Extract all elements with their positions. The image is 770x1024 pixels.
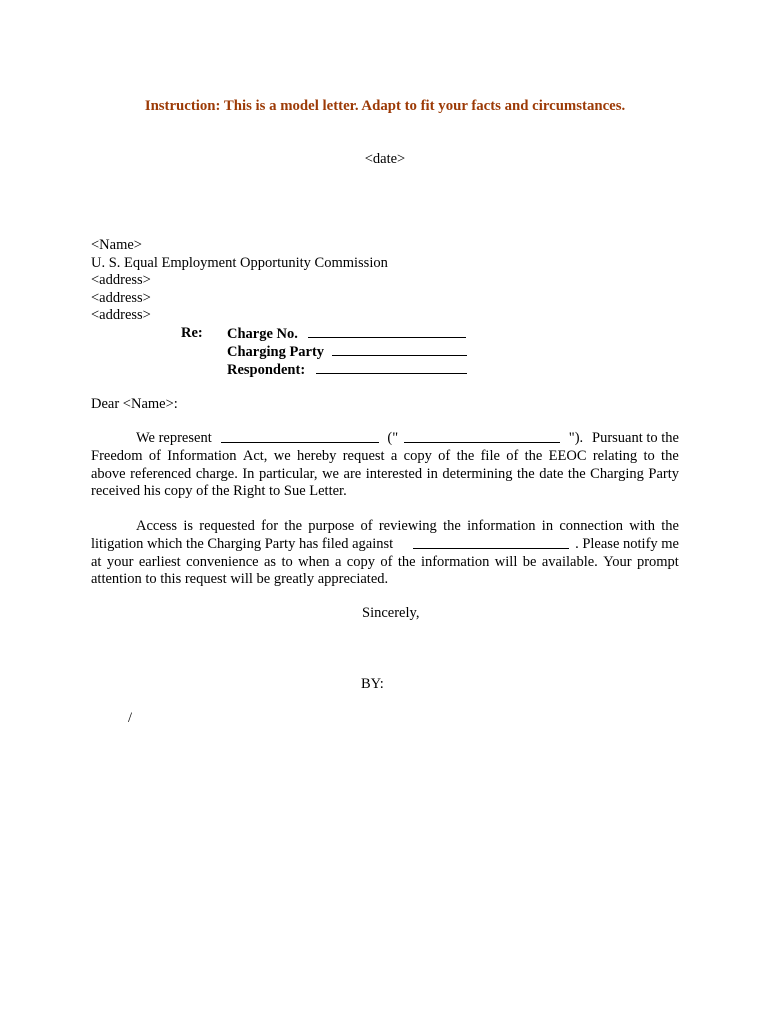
paragraph-1-line-4: received his copy of the Right to Sue Letter. [91, 483, 347, 500]
address-line-2: <address> [91, 289, 151, 306]
charge-no-label: Charge No. [227, 326, 298, 342]
word: interested [365, 465, 423, 482]
word: the [456, 447, 475, 464]
p1-open-quote: (" [387, 430, 399, 446]
charging-party-blank[interactable] [332, 343, 467, 356]
word: of [438, 447, 451, 464]
word: file [480, 447, 500, 464]
word: as [263, 553, 277, 570]
word: in [541, 518, 554, 534]
word: determining [442, 465, 513, 482]
word: information [420, 553, 490, 570]
word: Your [603, 553, 632, 570]
word: copy [346, 553, 375, 570]
respondent-label: Respondent: [227, 362, 306, 378]
word: we [273, 447, 291, 464]
word: Access [136, 518, 178, 534]
word: referenced [130, 465, 192, 482]
paragraph-2-line-3 [91, 554, 679, 572]
paragraph-2-line-1 [91, 518, 679, 536]
paragraph-2-line-4: attention to this request will be greatly appreciated. [91, 571, 389, 588]
slash-mark: / [128, 710, 133, 726]
paragraph-1-line-2 [91, 448, 679, 466]
p1-close-quote: "). [568, 430, 584, 446]
paragraph-1-line-3 [91, 466, 679, 484]
respondent-line [227, 361, 527, 379]
client-name-blank[interactable] [221, 430, 379, 443]
word: prompt [636, 553, 679, 570]
word: when [298, 553, 330, 570]
respondent-blank[interactable] [316, 361, 467, 374]
re-lines [227, 325, 527, 379]
word: particular, [258, 465, 318, 482]
word: with [629, 518, 656, 534]
word: available. [541, 553, 598, 570]
date-placeholder: <date> [364, 151, 406, 167]
word: the [567, 465, 586, 482]
recipient-address-block [91, 237, 691, 325]
word: request [342, 447, 385, 464]
word: are [343, 465, 362, 482]
word: Freedom [91, 447, 143, 464]
word: Party [648, 465, 679, 482]
word: is [183, 518, 194, 534]
word: the [661, 518, 679, 534]
salutation: Dear <Name>: [91, 396, 178, 412]
word: a [390, 447, 398, 464]
word: the [517, 465, 535, 482]
word: convenience [186, 553, 259, 570]
recipient-name: <Name> [91, 237, 142, 253]
instruction-heading: Instruction: This is a model letter. Adapt to fit your facts and circumstances. [144, 98, 626, 114]
word: the [284, 518, 303, 534]
p2-litigation-text: litigation which the Charging Party has filed against [91, 535, 394, 552]
p1-we-represent: We represent [136, 430, 212, 446]
word: be [522, 553, 537, 570]
word: a [334, 553, 342, 570]
charge-no-blank[interactable] [308, 325, 466, 338]
word: of [148, 447, 161, 464]
word: in [426, 465, 438, 482]
word: to [281, 553, 293, 570]
word: of [380, 553, 393, 570]
word: charge. [195, 465, 238, 482]
word: reviewing [378, 518, 437, 534]
word: we [322, 465, 339, 482]
re-label: Re: [181, 325, 203, 341]
p2-please-notify: . Please notify me [575, 535, 679, 552]
word: for [261, 518, 279, 534]
paragraph-1-line-1 [91, 430, 679, 448]
word: requested [199, 518, 255, 534]
word: hereby [296, 447, 337, 464]
word: In [242, 465, 255, 482]
paragraph-1 [91, 430, 679, 501]
word: connection [559, 518, 623, 534]
word: of [506, 447, 519, 464]
address-line-1: <address> [91, 272, 151, 288]
address-line-3: <address> [91, 307, 151, 323]
charge-no-line [227, 325, 527, 343]
word: Information [167, 447, 237, 464]
word: the [443, 518, 461, 534]
recipient-agency: U. S. Equal Employment Opportunity Commission [91, 254, 388, 271]
charging-party-label: Charging Party [227, 344, 325, 360]
word: the [397, 553, 416, 570]
word: your [106, 553, 134, 570]
client-short-name-blank[interactable] [404, 430, 560, 443]
respondent-name-blank[interactable] [413, 536, 569, 549]
word: to [643, 447, 655, 464]
word: above [91, 465, 126, 482]
charging-party-line [227, 343, 527, 361]
closing: Sincerely, [362, 605, 420, 621]
word: at [91, 553, 102, 570]
word: date [539, 465, 564, 482]
word: the [661, 447, 679, 464]
word: of [360, 518, 373, 534]
word: copy [403, 447, 432, 464]
word: information [467, 518, 536, 534]
word: will [494, 553, 518, 570]
paragraph-2-line-2 [91, 536, 679, 554]
word: purpose [308, 518, 355, 534]
word: the [524, 447, 543, 464]
p1-pursuant: Pursuant to the [592, 430, 679, 446]
signature-by: BY: [361, 676, 384, 692]
word: relating [592, 447, 638, 464]
word: earliest [138, 553, 181, 570]
word: Charging [590, 465, 644, 482]
word: EEOC [548, 447, 587, 464]
word: Act, [242, 447, 268, 464]
paragraph-2 [91, 518, 679, 589]
